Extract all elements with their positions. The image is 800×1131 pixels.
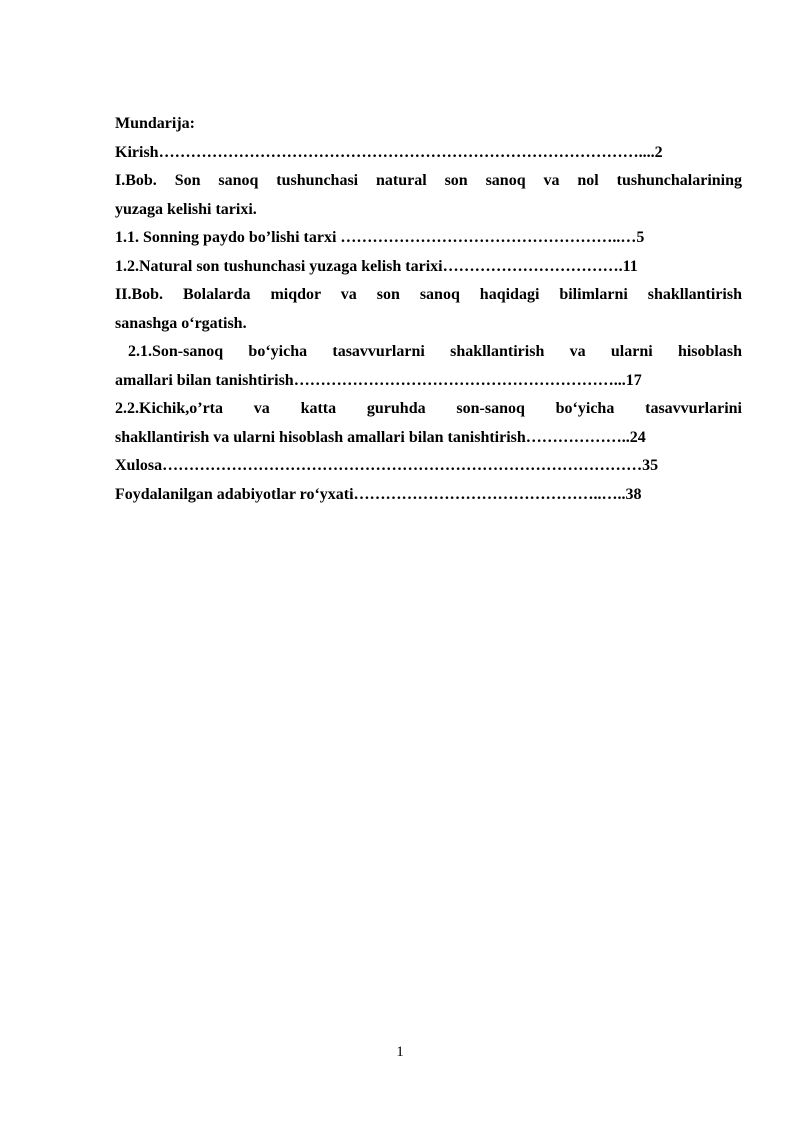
toc-entry-2-1-line1: 2.1.Son-sanoq bo‘yicha tasavvurlarni shakllantirish va ularni hisoblash: [128, 343, 742, 360]
toc-heading: Mundarija:: [115, 115, 195, 132]
page-number: 1: [396, 1044, 404, 1060]
toc-entry-1-1: 1.1. Sonning paydo bo’lishi tarxi ……………………………………………..…5: [115, 229, 645, 246]
toc-entry-kirish: Kirish………………………………………………………………………………....2: [115, 143, 663, 161]
toc-entry-2-1-line2: amallari bilan tanishtirish……………………………………………………...17: [115, 371, 642, 389]
table-of-contents: [115, 110, 742, 509]
toc-entry-2-2-line2: shakllantirish va ularni hisoblash amallari bilan tanishtirish………………..24: [115, 428, 646, 446]
toc-entry-xulosa: Xulosa………………………………………………………………………………35: [115, 457, 659, 474]
toc-entry-bob1-line2: yuzaga kelishi tarixi.: [115, 200, 257, 218]
toc-entry-1-2: 1.2.Natural son tushunchasi yuzaga kelish tarixi…………………………….11: [115, 257, 638, 275]
toc-entry-bob2-line2: sanashga o‘rgatish.: [115, 314, 247, 332]
toc-entry-foydalanilgan: Foydalanilgan adabiyotlar ro‘yxati………………………………………..…..38: [115, 485, 642, 503]
toc-entry-2-2-line1: 2.2.Kichik,o’rta va katta guruhda son-sanoq bo‘yicha tasavvurlarini: [115, 400, 742, 417]
toc-entry-bob1-line1: I.Bob. Son sanoq tushunchasi natural son sanoq va nol tushunchalarining: [115, 172, 742, 189]
toc-entry-bob2-line1: II.Bob. Bolalarda miqdor va son sanoq haqidagi bilimlarni shakllantirish: [115, 286, 742, 303]
